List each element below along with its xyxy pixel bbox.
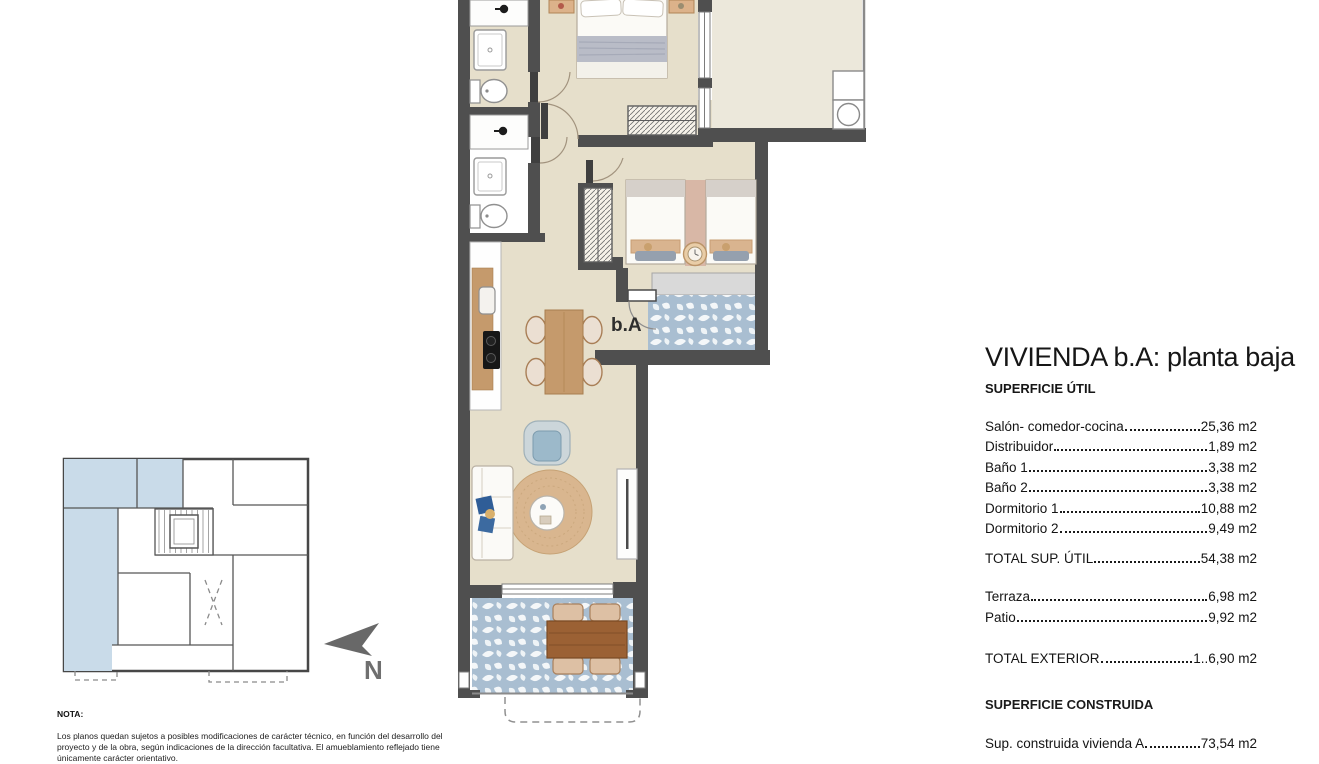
area-row-value: 9,49 m2 <box>1208 521 1257 536</box>
area-row-value: 54,38 m2 <box>1200 550 1257 566</box>
area-row-value: 1..6,90 m2 <box>1193 651 1257 666</box>
chair <box>582 359 602 386</box>
area-row-label: Distribuidor <box>985 439 1054 454</box>
area-row-label: Baño 2 <box>985 480 1028 495</box>
area-row-label: Sup. construida vivienda A <box>985 735 1145 751</box>
shower-tray <box>474 158 506 195</box>
area-row <box>985 434 1257 455</box>
construida-row <box>985 730 1257 751</box>
north-arrow-icon <box>324 623 379 656</box>
area-row-label: TOTAL EXTERIOR <box>985 651 1100 666</box>
area-row-label: Baño 1 <box>985 459 1028 475</box>
terrace-projection-dashed <box>505 697 640 722</box>
area-row-value: 25,36 m2 <box>1200 418 1257 434</box>
pillow <box>478 516 495 533</box>
dot-leader <box>1017 620 1207 622</box>
area-row-label: Dormitorio 1 <box>985 500 1059 516</box>
dot-leader <box>1054 449 1207 451</box>
entrance-doormat <box>652 273 763 295</box>
chair <box>553 604 583 621</box>
dot-leader <box>1101 661 1193 663</box>
area-row-label: Terraza <box>985 589 1031 604</box>
note-body: Los planos quedan sujetos a posibles modificaciones de carácter técnico, en función del desarrollo del proyecto y de la obra, según indicaciones de la dirección facultativa. El amueblamiento reflejado tiene únicamente carácter orientativo. <box>57 731 443 763</box>
dot-leader <box>1029 470 1207 472</box>
area-row-label: Salón- comedor-cocina <box>985 418 1124 434</box>
dot-leader <box>1145 746 1200 748</box>
exterior-rows <box>985 584 1257 625</box>
area-row <box>985 454 1257 475</box>
area-row-value: 73,54 m2 <box>1200 735 1257 751</box>
terrace-table <box>547 621 627 658</box>
area-row <box>985 516 1257 537</box>
shower-tray <box>474 30 506 70</box>
area-row-value: 6,98 m2 <box>1208 589 1257 604</box>
bedroom-2 <box>584 180 756 266</box>
dot-leader <box>1125 429 1200 431</box>
dot-leader <box>1060 531 1208 533</box>
area-row <box>985 495 1257 516</box>
dot-leader <box>1031 599 1207 601</box>
area-row-value: 3,38 m2 <box>1208 459 1257 475</box>
kitchen-sink <box>479 287 495 314</box>
entrance-porch-tiles <box>648 295 766 350</box>
north-arrow <box>324 623 383 685</box>
area-row <box>985 584 1257 605</box>
chair <box>553 657 583 674</box>
dot-leader <box>1060 511 1200 513</box>
area-row <box>985 413 1257 434</box>
superficie-construida-heading: SUPERFICIE CONSTRUIDA <box>985 697 1154 712</box>
page-title: VIVIENDA b.A: planta baja <box>985 342 1295 372</box>
key-plan <box>64 459 308 682</box>
sink-faucet-icon <box>499 127 507 135</box>
area-row-value: 9,92 m2 <box>1208 609 1257 625</box>
area-row-label: Patio <box>985 609 1016 625</box>
note-block <box>57 709 462 763</box>
chair <box>590 657 620 674</box>
kitchen <box>470 242 501 410</box>
note-heading: NOTA: <box>57 709 84 719</box>
chair <box>526 317 546 344</box>
chair <box>582 317 602 344</box>
bathroom-2 <box>470 115 528 228</box>
patio <box>833 71 864 129</box>
north-label: N <box>364 655 383 685</box>
total-util-row <box>985 545 1257 566</box>
keyplan-stairs <box>155 509 213 555</box>
coffee-table <box>530 496 564 530</box>
area-summary <box>985 341 1295 751</box>
dot-leader <box>1094 561 1199 563</box>
main-floor-plan <box>458 0 866 722</box>
toilet <box>470 205 480 228</box>
superficie-util-rows <box>985 413 1257 536</box>
total-exterior-row <box>985 646 1257 667</box>
entrance-door-leaf <box>628 290 656 301</box>
area-row <box>985 475 1257 496</box>
area-row-value: 1,89 m2 <box>1208 439 1257 454</box>
dot-leader <box>1029 490 1207 492</box>
area-row <box>985 604 1257 625</box>
area-row-label: Dormitorio 2 <box>985 521 1059 536</box>
area-row-value: 3,38 m2 <box>1208 480 1257 495</box>
unit-label: b.A <box>611 315 642 336</box>
chair <box>526 359 546 386</box>
sink-faucet-icon <box>500 5 508 13</box>
superficie-util-heading: SUPERFICIE ÚTIL <box>985 381 1096 396</box>
area-row-value: 10,88 m2 <box>1200 500 1257 516</box>
area-row-label: TOTAL SUP. ÚTIL <box>985 550 1094 566</box>
chair <box>590 604 620 621</box>
toilet <box>470 80 480 103</box>
